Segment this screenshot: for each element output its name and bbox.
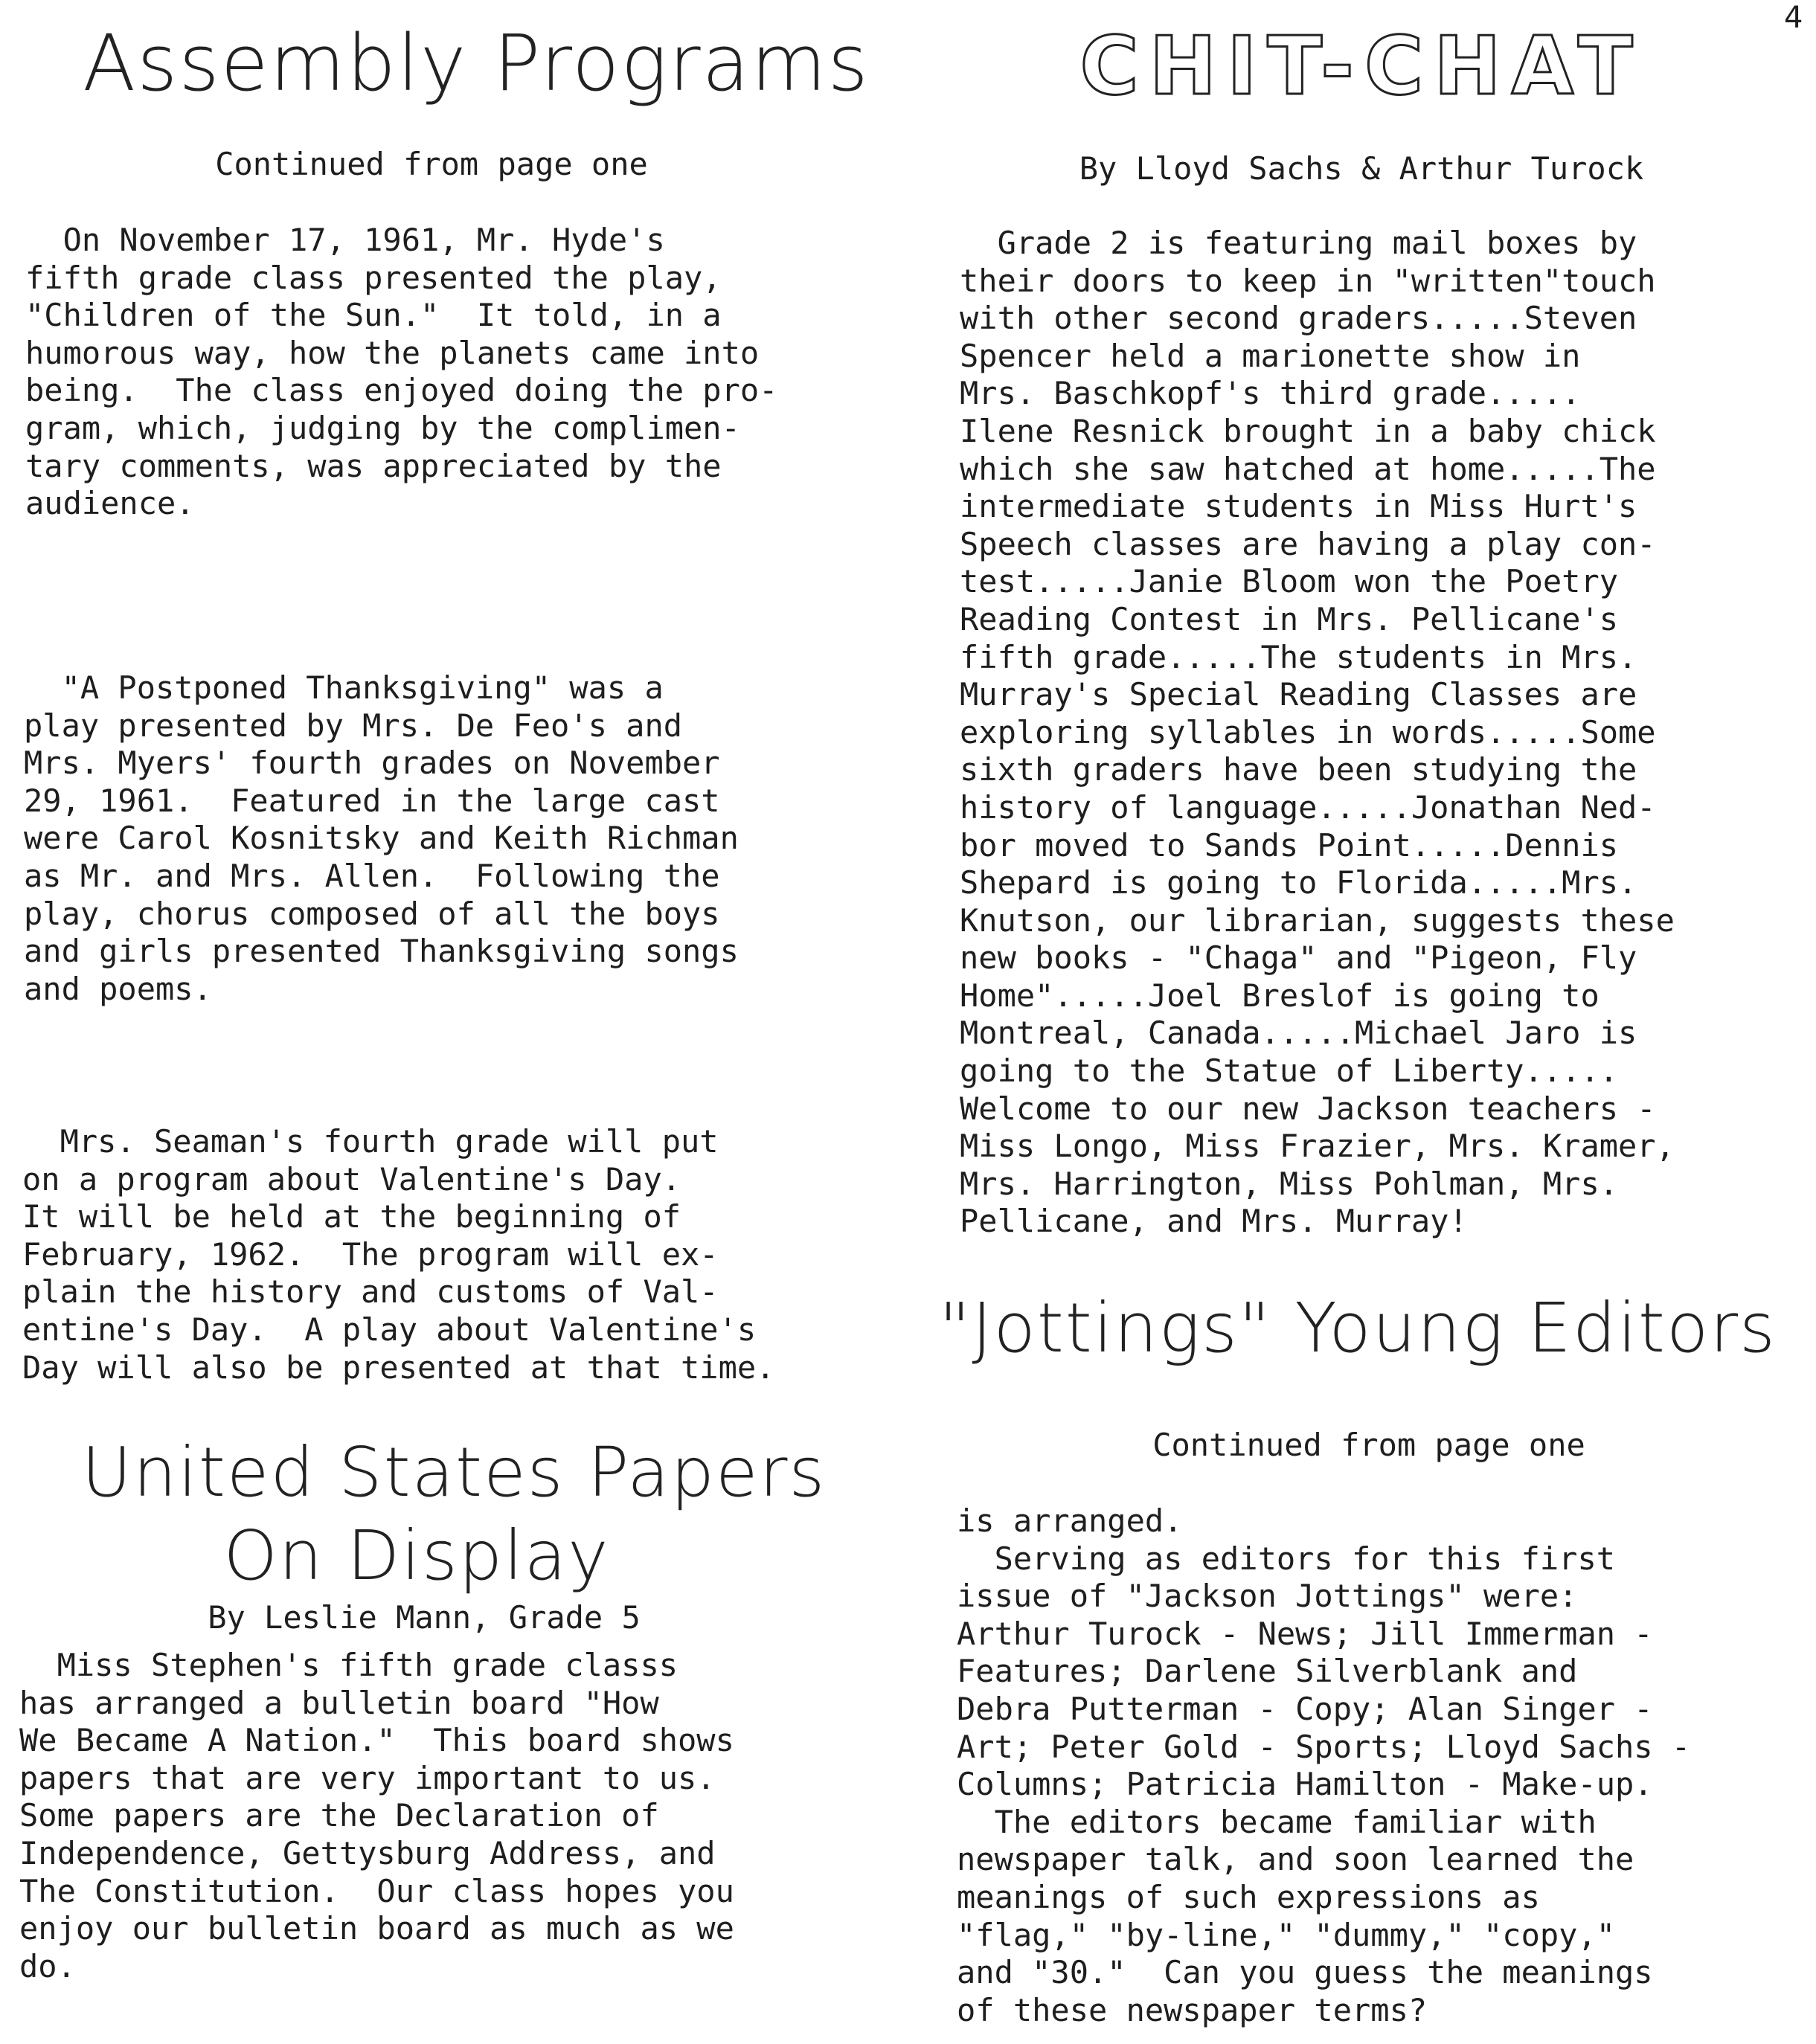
- assembly-paragraph-3: [22, 1123, 774, 1386]
- text-line: Serving as editors for this first: [957, 1540, 1616, 1577]
- text-line: with other second graders.....Steven: [960, 300, 1637, 337]
- text-line: going to the Statue of Liberty.....: [960, 1052, 1619, 1090]
- text-line: and "30." Can you guess the meanings: [957, 1954, 1653, 1991]
- text-line: has arranged a bulletin board "How: [19, 1684, 659, 1721]
- text-line: Independence, Gettysburg Address, and: [19, 1834, 716, 1871]
- young-editors-subhead: Continued from page one: [1152, 1427, 1585, 1463]
- chit-chat-byline: By Lloyd Sachs & Arthur Turock: [1079, 150, 1644, 187]
- text-line: 29, 1961. Featured in the large cast: [24, 782, 720, 819]
- text-line: which she saw hatched at home.....The: [960, 450, 1656, 487]
- text-line: plain the history and customs of Val-: [22, 1273, 719, 1311]
- text-line: Debra Putterman - Copy; Alan Singer -: [957, 1690, 1653, 1727]
- text-line: "A Postponed Thanksgiving" was a: [24, 669, 664, 706]
- text-line: Spencer held a marionette show in: [960, 337, 1581, 374]
- text-line: We Became A Nation." This board shows: [19, 1722, 734, 1759]
- text-line: exploring syllables in words.....Some: [960, 713, 1656, 751]
- text-line: Mrs. Seaman's fourth grade will put: [22, 1123, 719, 1160]
- text-line: Grade 2 is featuring mail boxes by: [960, 225, 1637, 261]
- text-line: Speech classes are having a play con-: [960, 525, 1656, 562]
- text-line: do.: [19, 1947, 76, 1984]
- text-line: humorous way, how the planets came into: [25, 334, 760, 371]
- text-line: gram, which, judging by the complimen-: [25, 409, 740, 446]
- chit-chat-paragraph: [960, 225, 1675, 1241]
- text-line: their doors to keep in "written"touch: [960, 262, 1656, 299]
- text-line: issue of "Jackson Jottings" were:: [957, 1578, 1578, 1615]
- text-line: Features; Darlene Silverblank and: [957, 1653, 1578, 1690]
- text-line: sixth graders have been studying the: [960, 751, 1637, 788]
- text-line: Pellicane, and Mrs. Murray!: [960, 1203, 1468, 1240]
- text-line: Arthur Turock - News; Jill Immerman -: [957, 1615, 1653, 1652]
- text-line: and girls presented Thanksgiving songs: [24, 933, 739, 970]
- text-line: Reading Contest in Mrs. Pellicane's: [960, 600, 1619, 637]
- text-line: February, 1962. The program will ex-: [22, 1235, 719, 1273]
- text-line: Knutson, our librarian, suggests these: [960, 902, 1675, 939]
- text-line: Shepard is going to Florida.....Mrs.: [960, 864, 1637, 902]
- text-line: of these newspaper terms?: [957, 1991, 1428, 2028]
- text-line: play presented by Mrs. De Feo's and: [24, 707, 683, 744]
- text-line: Home".....Joel Breslof is going to: [960, 977, 1600, 1014]
- text-line: fifth grade class presented the play,: [25, 259, 722, 296]
- chit-chat-headline: CHIT-CHAT: [1079, 20, 1643, 113]
- text-line: "Children of the Sun." It told, in a: [25, 297, 722, 334]
- young-editors-headline: "Jottings" Young Editors: [939, 1288, 1777, 1368]
- assembly-programs-headline: Assembly Programs: [83, 18, 870, 109]
- text-line: "flag," "by-line," "dummy," "copy,": [957, 1916, 1616, 1953]
- us-papers-byline: By Leslie Mann, Grade 5: [208, 1599, 641, 1636]
- us-papers-paragraph: [19, 1647, 734, 1985]
- assembly-paragraph-1: [25, 222, 777, 523]
- text-line: Miss Stephen's fifth grade classs: [19, 1647, 678, 1683]
- text-line: Mrs. Harrington, Miss Pohlman, Mrs.: [960, 1165, 1619, 1202]
- text-line: newspaper talk, and soon learned the: [957, 1841, 1634, 1878]
- text-line: is arranged.: [957, 1503, 1183, 1539]
- text-line: history of language.....Jonathan Ned-: [960, 788, 1656, 826]
- text-line: Welcome to our new Jackson teachers -: [960, 1090, 1656, 1127]
- text-line: Murray's Special Reading Classes are: [960, 676, 1637, 713]
- text-line: were Carol Kosnitsky and Keith Richman: [24, 820, 739, 857]
- text-line: On November 17, 1961, Mr. Hyde's: [25, 222, 665, 258]
- text-line: It will be held at the beginning of: [22, 1198, 681, 1235]
- text-line: papers that are very important to us.: [19, 1759, 716, 1796]
- text-line: and poems.: [24, 970, 212, 1007]
- text-line: intermediate students in Miss Hurt's: [960, 488, 1637, 525]
- young-editors-paragraph: [957, 1503, 1690, 2029]
- text-line: Miss Longo, Miss Frazier, Mrs. Kramer,: [960, 1128, 1675, 1165]
- text-line: Day will also be presented at that time.: [22, 1349, 775, 1386]
- text-line: entine's Day. A play about Valentine's: [22, 1311, 757, 1348]
- text-line: as Mr. and Mrs. Allen. Following the: [24, 857, 720, 894]
- text-line: on a program about Valentine's Day.: [22, 1160, 681, 1198]
- text-line: Art; Peter Gold - Sports; Lloyd Sachs -: [957, 1728, 1691, 1765]
- text-line: fifth grade.....The students in Mrs.: [960, 638, 1637, 675]
- text-line: audience.: [25, 485, 195, 522]
- text-line: new books - "Chaga" and "Pigeon, Fly: [960, 939, 1637, 977]
- text-line: play, chorus composed of all the boys: [24, 895, 720, 932]
- text-line: Ilene Resnick brought in a baby chick: [960, 412, 1656, 449]
- assembly-paragraph-2: [24, 669, 739, 1008]
- text-line: Columns; Patricia Hamilton - Make-up.: [957, 1766, 1653, 1803]
- text-line: Some papers are the Declaration of: [19, 1797, 659, 1834]
- text-line: tary comments, was appreciated by the: [25, 447, 722, 484]
- us-papers-headline-line-2: On Display: [223, 1516, 610, 1595]
- text-line: test.....Janie Bloom won the Poetry: [960, 563, 1619, 600]
- text-line: bor moved to Sands Point.....Dennis: [960, 826, 1619, 864]
- assembly-programs-subhead: Continued from page one: [215, 146, 648, 182]
- text-line: The Constitution. Our class hopes you: [19, 1872, 734, 1909]
- text-line: Mrs. Myers' fourth grades on November: [24, 745, 720, 782]
- us-papers-headline-line-1: United States Papers: [81, 1433, 827, 1512]
- text-line: being. The class enjoyed doing the pro-: [25, 372, 778, 409]
- text-line: enjoy our bulletin board as much as we: [19, 1910, 734, 1947]
- text-line: meanings of such expressions as: [957, 1878, 1540, 1915]
- text-line: The editors became familiar with: [957, 1803, 1597, 1840]
- text-line: Mrs. Baschkopf's third grade.....: [960, 375, 1581, 412]
- text-line: Montreal, Canada.....Michael Jaro is: [960, 1015, 1637, 1052]
- page-number: 4: [1784, 1, 1803, 35]
